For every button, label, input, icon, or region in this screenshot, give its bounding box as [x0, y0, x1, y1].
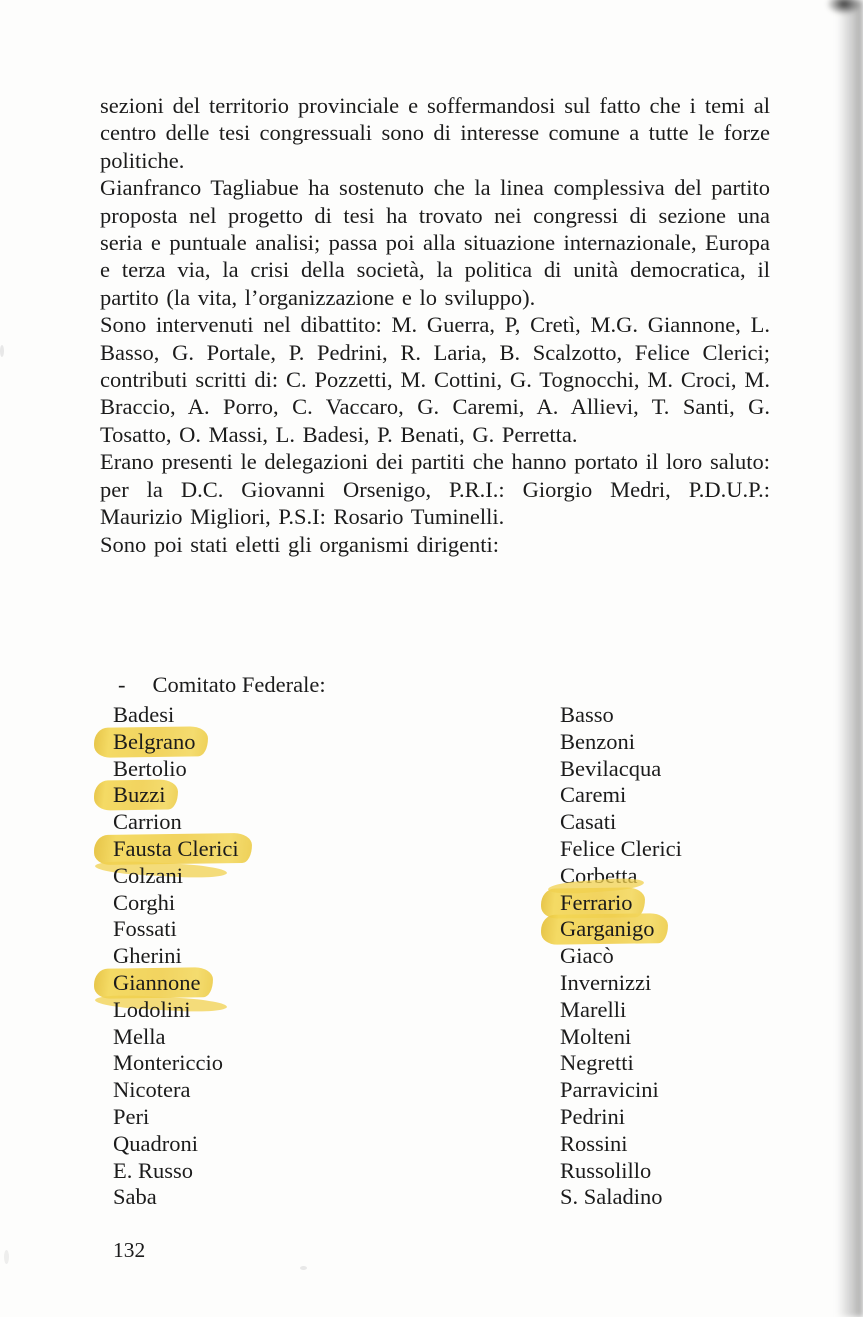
scan-speck: [300, 1266, 307, 1270]
committee-member-row: [100, 916, 547, 943]
committee-member-row: [100, 1077, 547, 1104]
committee-member-name: Corbetta: [560, 862, 638, 888]
committee-member-row: [100, 997, 547, 1024]
committee-member-name: Carrion: [113, 809, 182, 835]
scan-speck: [0, 345, 4, 357]
committee-member-name: Quadroni: [113, 1130, 198, 1156]
committee-member-name: Peri: [113, 1103, 150, 1129]
paragraph: Sono poi stati eletti gli organismi dirigenti:: [100, 531, 500, 557]
committee-column-right: [547, 702, 770, 1211]
committee-member-row: [100, 1024, 547, 1051]
committee-member-row: [100, 756, 547, 783]
committee-member-row: [100, 1158, 547, 1185]
committee-member-name: Pedrini: [560, 1103, 625, 1129]
page-number: 132: [113, 1238, 146, 1262]
list-heading: [100, 671, 770, 698]
committee-member-row: [547, 1131, 770, 1158]
committee-member-name: Negretti: [560, 1050, 634, 1076]
committee-member-row: [100, 943, 547, 970]
page-edge-shadow: [837, 0, 863, 1317]
committee-member-name: Marelli: [560, 996, 627, 1022]
committee-member-name: S. Saladino: [560, 1184, 663, 1210]
committee-member-row: [100, 1050, 547, 1077]
committee-member-name: Buzzi: [113, 782, 166, 808]
committee-member-name: Mella: [113, 1023, 166, 1049]
committee-member-name: Garganigo: [560, 916, 655, 942]
committee-member-row: [100, 729, 547, 756]
committee-member-name: Lodolini: [113, 996, 191, 1022]
committee-member-row: [547, 890, 770, 917]
committee-member-row: [547, 1077, 770, 1104]
committee-member-name: Colzani: [113, 862, 183, 888]
committee-member-row: [100, 890, 547, 917]
committee-member-name: Corghi: [113, 889, 176, 915]
committee-member-row: [100, 782, 547, 809]
committee-member-row: [547, 997, 770, 1024]
committee-member-row: [100, 702, 547, 729]
committee-member-name: Molteni: [560, 1023, 632, 1049]
committee-member-row: [547, 702, 770, 729]
body-text: [100, 92, 770, 614]
committee-member-name: Gherini: [113, 943, 182, 969]
committee-member-name: Invernizzi: [560, 969, 652, 995]
committee-member-row: [100, 1104, 547, 1131]
committee-member-name: Fausta Clerici: [113, 835, 239, 861]
committee-member-name: Felice Clerici: [560, 835, 682, 861]
scan-speck: [4, 1250, 9, 1264]
committee-member-name: Parravicini: [560, 1077, 659, 1103]
committee-member-name: Russolillo: [560, 1157, 652, 1183]
committee-member-name: Benzoni: [560, 728, 635, 754]
scan-corner-smudge: [826, 0, 862, 15]
committee-member-name: Rossini: [560, 1130, 628, 1156]
committee-member-row: [100, 836, 547, 863]
committee-member-name: Badesi: [113, 702, 175, 727]
committee-member-row: [547, 1104, 770, 1131]
committee-column-left: [100, 702, 547, 1211]
committee-member-name: Fossati: [113, 916, 177, 942]
committee-member-row: [100, 1184, 547, 1211]
committee-member-name: Giacò: [560, 943, 614, 969]
committee-member-row: [547, 1050, 770, 1077]
committee-member-row: [100, 970, 547, 997]
committee-member-row: [547, 756, 770, 783]
committee-member-name: Giannone: [113, 969, 201, 995]
paragraph: Sono intervenuti nel dibattito: M. Guerra, P, Cretì, M.G. Giannone, L. Basso, G. Portale, P. Pedrini, R. Laria, B. Scalzotto, Felice Clerici; contributi scritti di: C. Pozzetti, M. Cottini, G. Tognocchi, M. Croci, M. Braccio, A. Porro, C. Vaccaro, G. Caremi, A. Allievi, T. Santi, G. Tosatto, O. Massi, L. Badesi, P. Benati, G. Perretta.: [100, 312, 770, 447]
committee-member-row: [547, 943, 770, 970]
committee-member-name: Nicotera: [113, 1077, 191, 1103]
committee-member-name: Belgrano: [113, 728, 196, 754]
committee-member-row: [547, 916, 770, 943]
committee-member-name: Ferrario: [560, 889, 633, 915]
committee-member-row: [547, 970, 770, 997]
committee-member-row: [547, 1158, 770, 1185]
paragraph: Gianfranco Tagliabue ha sostenuto che la linea complessiva del partito proposta nel progetto di tesi ha trovato nei congressi di sezione una seria e puntuale analisi; passa poi alla situazione internazionale, Europa e terza via, la crisi della società, la politica di unità democratica, il partito (la vita, l’organizzazione e lo sviluppo).: [100, 175, 770, 310]
paragraph: sezioni del territorio provinciale e soffermandosi sul fatto che i temi al centro delle tesi congressuali sono di interesse comune a tutte le forze politiche.: [100, 93, 770, 173]
committee-member-name: Casati: [560, 809, 617, 835]
committee-member-name: Saba: [113, 1184, 157, 1210]
committee-member-name: Bevilacqua: [560, 755, 662, 781]
list-heading-dash: -: [118, 672, 126, 697]
committee-member-row: [547, 782, 770, 809]
committee-member-row: [547, 836, 770, 863]
committee-member-row: [547, 1024, 770, 1051]
committee-member-row: [547, 1184, 770, 1211]
paragraph: Erano presenti le delegazioni dei partiti che hanno portato il loro saluto: per la D.C. Giovanni Orsenigo, P.R.I.: Giorgio Medri, P.D.U.P.: Maurizio Migliori, P.S.I: Rosario Tuminelli.: [100, 449, 770, 530]
committee-member-row: [100, 809, 547, 836]
committee-member-row: [547, 809, 770, 836]
list-heading-label: Comitato Federale:: [152, 672, 326, 697]
committee-member-name: Caremi: [560, 782, 627, 808]
committee-member-row: [100, 1131, 547, 1158]
committee-member-name: E. Russo: [113, 1157, 194, 1183]
committee-member-name: Bertolio: [113, 755, 187, 781]
page-content: [100, 92, 770, 1211]
committee-member-name: Basso: [560, 702, 614, 727]
committee-member-name: Montericcio: [113, 1050, 223, 1076]
committee-member-row: [100, 863, 547, 890]
committee-member-row: [547, 729, 770, 756]
committee-list: [100, 702, 770, 1211]
